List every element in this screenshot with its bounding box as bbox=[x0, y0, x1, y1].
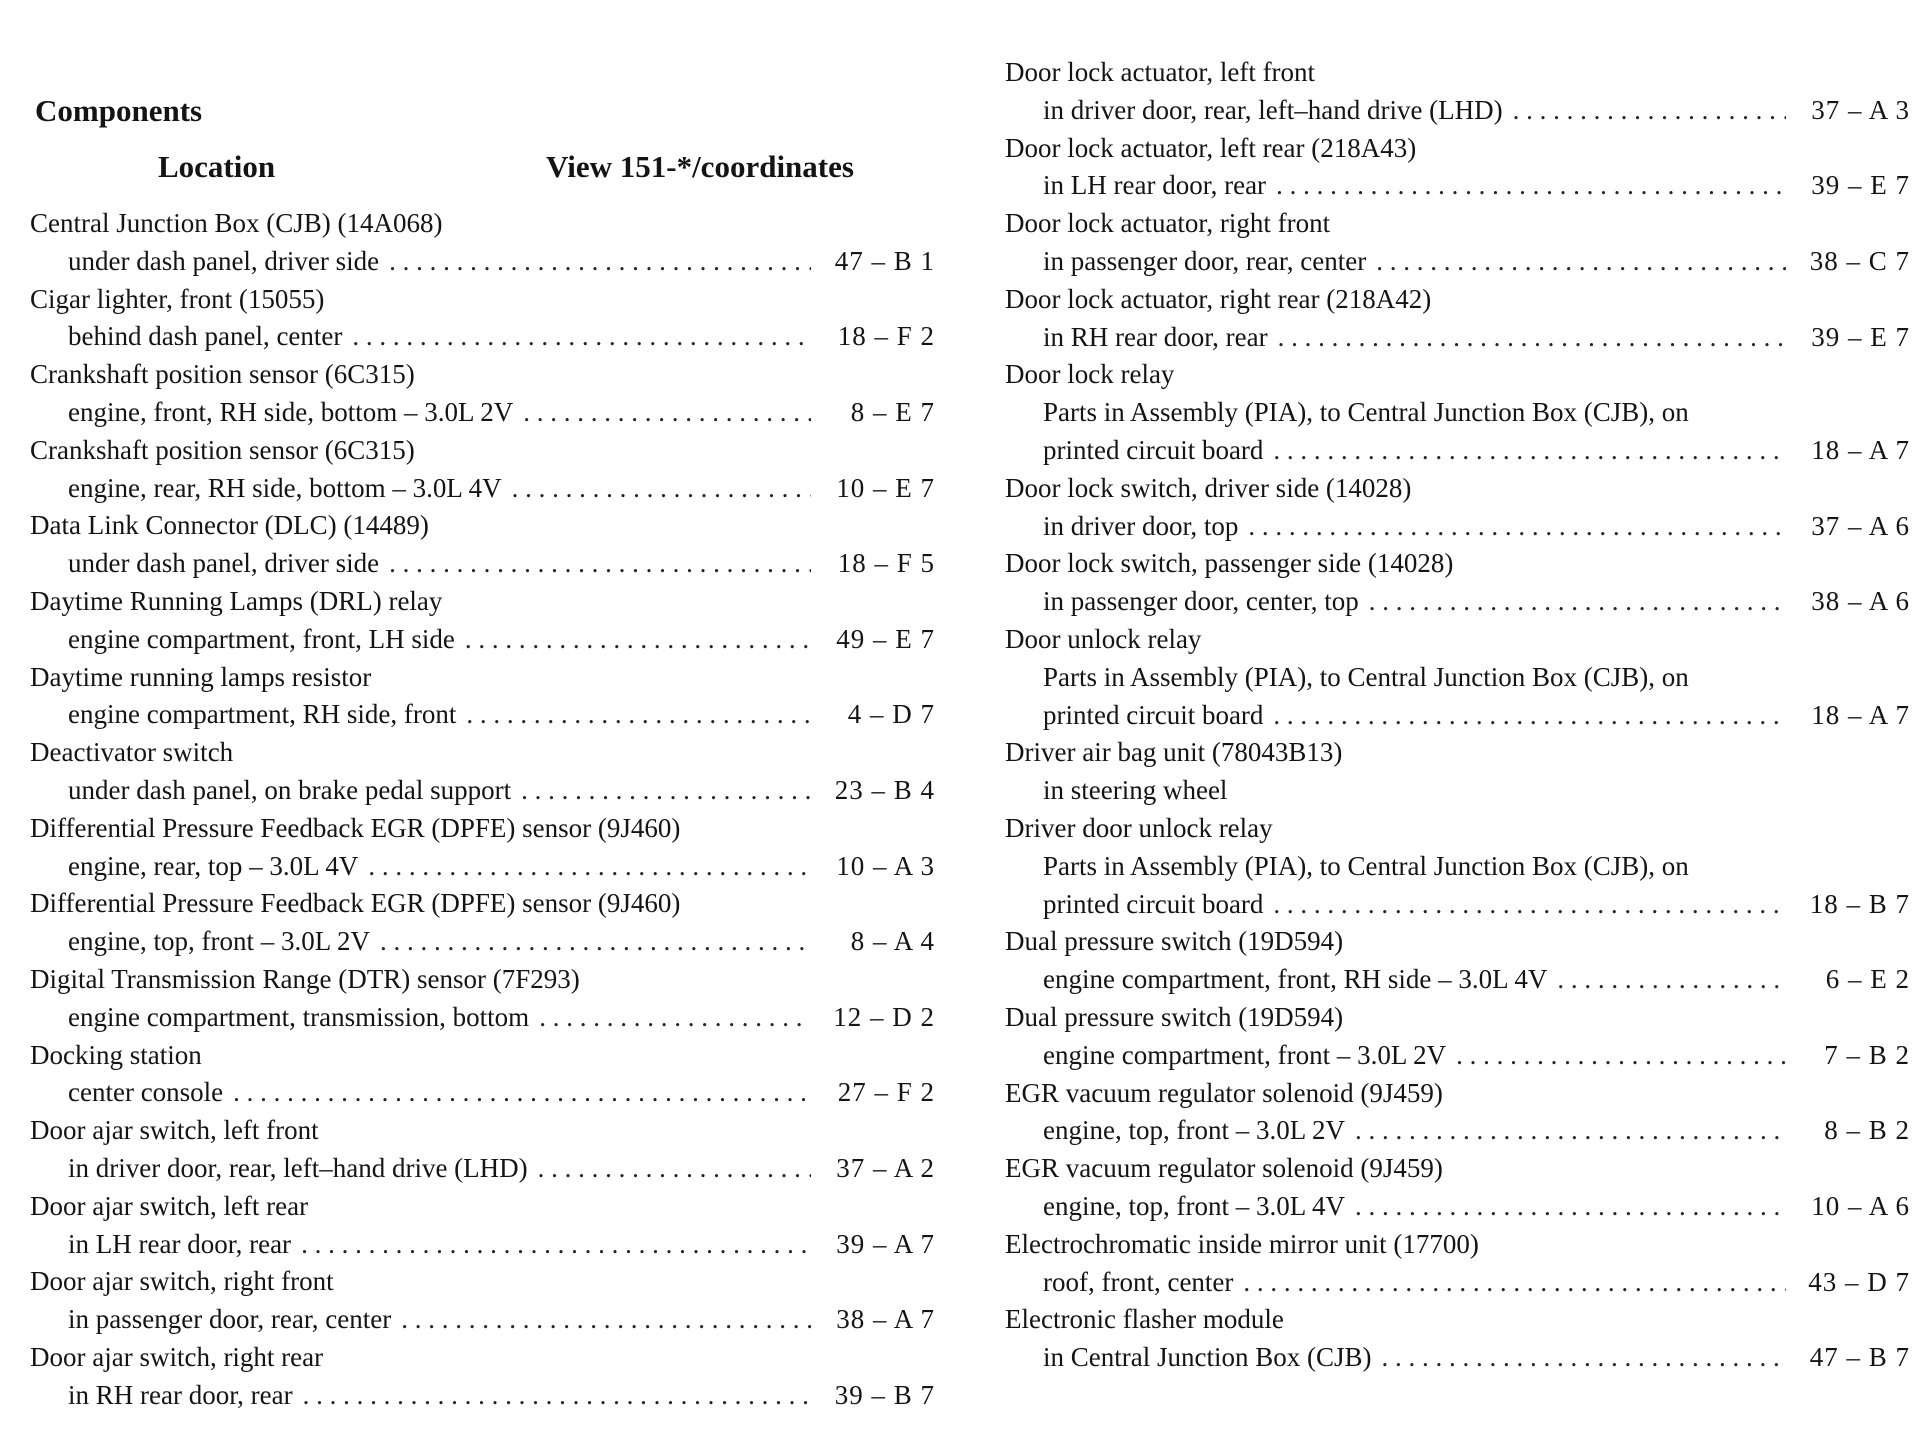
location-text: in passenger door, rear, center bbox=[1043, 245, 1367, 276]
location-text: in RH rear door, rear bbox=[1043, 321, 1268, 352]
location-row bbox=[30, 772, 935, 810]
location-row bbox=[1005, 1264, 1910, 1302]
component-entry bbox=[1005, 54, 1910, 130]
location-text: in LH rear door, rear bbox=[68, 1228, 292, 1259]
location-text: engine compartment, front – 3.0L 2V bbox=[1043, 1039, 1447, 1070]
location-row bbox=[1005, 1037, 1910, 1075]
component-entry bbox=[1005, 923, 1910, 999]
component-entry bbox=[1005, 205, 1910, 281]
location-text: engine compartment, front, RH side – 3.0L 4V bbox=[1043, 964, 1548, 995]
view-coordinate: 7 – B 2 bbox=[1824, 1039, 1910, 1070]
component-name: Door lock relay bbox=[1005, 359, 1175, 390]
location-row bbox=[1005, 697, 1910, 735]
component-name: Digital Transmission Range (DTR) sensor (7F293) bbox=[30, 963, 580, 994]
location-row bbox=[1005, 961, 1910, 999]
component-entry bbox=[30, 810, 935, 886]
dot-leader bbox=[1456, 1037, 1786, 1075]
component-name: Differential Pressure Feedback EGR (DPFE) sensor (9J460) bbox=[30, 812, 681, 843]
dot-leader bbox=[465, 621, 811, 659]
component-name: Driver air bag unit (78043B13) bbox=[1005, 737, 1343, 768]
component-name: Crankshaft position sensor (6C315) bbox=[30, 359, 415, 390]
location-text: roof, front, center bbox=[1043, 1266, 1234, 1297]
location-row bbox=[30, 243, 935, 281]
dot-leader bbox=[352, 318, 811, 356]
component-name: EGR vacuum regulator solenoid (9J459) bbox=[1005, 1153, 1443, 1184]
component-name: EGR vacuum regulator solenoid (9J459) bbox=[1005, 1077, 1443, 1108]
dot-leader bbox=[401, 1301, 811, 1339]
view-coordinate: 8 – B 2 bbox=[1824, 1115, 1910, 1146]
component-name: Daytime running lamps resistor bbox=[30, 661, 372, 692]
location-detail: Parts in Assembly (PIA), to Central Junction Box (CJB), on bbox=[1043, 850, 1689, 881]
view-coordinate: 37 – A 2 bbox=[836, 1152, 935, 1183]
view-coordinate: 8 – E 7 bbox=[850, 396, 935, 427]
location-text: in passenger door, center, top bbox=[1043, 586, 1359, 617]
location-text: center console bbox=[68, 1077, 224, 1108]
dot-leader bbox=[303, 1377, 811, 1415]
location-row bbox=[30, 318, 935, 356]
location-row bbox=[30, 999, 935, 1037]
dot-leader bbox=[1243, 1264, 1786, 1302]
component-name: Door ajar switch, left front bbox=[30, 1115, 319, 1146]
view-coordinate: 4 – D 7 bbox=[847, 699, 935, 730]
component-name: Daytime Running Lamps (DRL) relay bbox=[30, 585, 443, 616]
component-entry bbox=[30, 659, 935, 735]
component-entry bbox=[30, 356, 935, 432]
component-entry bbox=[30, 205, 935, 281]
location-text: in Central Junction Box (CJB) bbox=[1043, 1342, 1372, 1373]
location-row bbox=[30, 1301, 935, 1339]
view-coordinate: 10 – E 7 bbox=[836, 472, 935, 503]
dot-leader bbox=[1376, 243, 1786, 281]
component-name: Deactivator switch bbox=[30, 737, 234, 768]
location-row bbox=[1005, 243, 1910, 281]
view-coordinate: 47 – B 1 bbox=[834, 245, 935, 276]
location-text: engine, rear, top – 3.0L 4V bbox=[68, 850, 359, 881]
view-coordinate: 6 – E 2 bbox=[1825, 964, 1910, 995]
location-row bbox=[30, 1377, 935, 1415]
component-name: Door lock switch, driver side (14028) bbox=[1005, 472, 1412, 503]
component-entry bbox=[1005, 1301, 1910, 1377]
dot-leader bbox=[523, 394, 811, 432]
section-title: Components bbox=[35, 93, 203, 128]
component-name: Dual pressure switch (19D594) bbox=[1005, 1001, 1344, 1032]
dot-leader bbox=[389, 243, 811, 281]
location-text: under dash panel, on brake pedal support bbox=[68, 774, 512, 805]
location-detail: Parts in Assembly (PIA), to Central Junction Box (CJB), on bbox=[1043, 397, 1689, 428]
component-entry bbox=[30, 432, 935, 508]
component-entry bbox=[30, 734, 935, 810]
dot-leader bbox=[539, 999, 811, 1037]
location-row bbox=[30, 1150, 935, 1188]
component-name: Door lock actuator, left rear (218A43) bbox=[1005, 132, 1417, 163]
component-name: Electrochromatic inside mirror unit (17700) bbox=[1005, 1228, 1479, 1259]
component-entry bbox=[1005, 281, 1910, 357]
view-coordinate: 39 – B 7 bbox=[834, 1379, 935, 1410]
component-entry bbox=[1005, 999, 1910, 1075]
dot-leader bbox=[368, 848, 811, 886]
dot-leader bbox=[466, 696, 811, 734]
location-row bbox=[1005, 1112, 1910, 1150]
dot-leader bbox=[1273, 697, 1786, 735]
location-row bbox=[30, 394, 935, 432]
component-name: Docking station bbox=[30, 1039, 202, 1070]
dot-leader bbox=[512, 470, 811, 508]
view-coordinate: 37 – A 3 bbox=[1811, 94, 1910, 125]
location-row bbox=[1005, 167, 1910, 205]
component-entry bbox=[30, 281, 935, 357]
location-text: in driver door, top bbox=[1043, 510, 1239, 541]
component-name: Crankshaft position sensor (6C315) bbox=[30, 434, 415, 465]
component-name: Door ajar switch, right front bbox=[30, 1266, 334, 1297]
location-text: engine, top, front – 3.0L 2V bbox=[1043, 1115, 1345, 1146]
dot-leader bbox=[1355, 1112, 1786, 1150]
view-coordinate: 37 – A 6 bbox=[1811, 510, 1910, 541]
component-name: Door lock switch, passenger side (14028) bbox=[1005, 548, 1454, 579]
view-coordinate: 38 – A 6 bbox=[1811, 586, 1910, 617]
component-entry bbox=[1005, 1150, 1910, 1226]
location-text: printed circuit board bbox=[1043, 699, 1264, 730]
location-text: in steering wheel bbox=[1043, 775, 1228, 806]
component-entry bbox=[1005, 130, 1910, 206]
view-coordinate: 38 – A 7 bbox=[836, 1304, 935, 1335]
dot-leader bbox=[301, 1226, 811, 1264]
view-coordinate: 39 – E 7 bbox=[1811, 170, 1910, 201]
dot-leader bbox=[1248, 508, 1786, 546]
location-text: behind dash panel, center bbox=[68, 321, 343, 352]
dot-leader bbox=[1355, 1188, 1786, 1226]
view-coordinate: 43 – D 7 bbox=[1808, 1266, 1910, 1297]
component-entry bbox=[30, 1339, 935, 1415]
view-coordinate: 8 – A 4 bbox=[850, 926, 935, 957]
component-entry bbox=[30, 1263, 935, 1339]
component-name: Door ajar switch, left rear bbox=[30, 1190, 309, 1221]
location-row bbox=[1005, 319, 1910, 357]
dot-leader bbox=[1273, 432, 1786, 470]
location-text: engine, rear, RH side, bottom – 3.0L 4V bbox=[68, 472, 502, 503]
view-coordinate: 18 – F 5 bbox=[837, 548, 935, 579]
location-text: engine compartment, RH side, front bbox=[68, 699, 457, 730]
view-coordinate: 18 – B 7 bbox=[1809, 888, 1910, 919]
dot-leader bbox=[538, 1150, 811, 1188]
location-text: engine, top, front – 3.0L 2V bbox=[68, 926, 370, 957]
view-coordinate: 18 – A 7 bbox=[1811, 434, 1910, 465]
view-coordinate: 27 – F 2 bbox=[837, 1077, 935, 1108]
component-entry bbox=[30, 1188, 935, 1264]
location-text: in driver door, rear, left–hand drive (LHD) bbox=[1043, 94, 1503, 125]
location-text: printed circuit board bbox=[1043, 434, 1264, 465]
location-text: printed circuit board bbox=[1043, 888, 1264, 919]
component-name: Door lock actuator, left front bbox=[1005, 57, 1316, 87]
location-text: in passenger door, rear, center bbox=[68, 1304, 392, 1335]
component-entry bbox=[1005, 810, 1910, 923]
location-row bbox=[1005, 508, 1910, 546]
location-text: in driver door, rear, left–hand drive (LHD) bbox=[68, 1152, 528, 1183]
view-coordinate: 39 – E 7 bbox=[1811, 321, 1910, 352]
dot-leader bbox=[521, 772, 811, 810]
view-coordinate: 10 – A 3 bbox=[836, 850, 935, 881]
view-coordinate: 18 – F 2 bbox=[837, 321, 935, 352]
location-detail: Parts in Assembly (PIA), to Central Junction Box (CJB), on bbox=[1043, 661, 1689, 692]
component-name: Electronic flasher module bbox=[1005, 1304, 1284, 1335]
location-row bbox=[30, 696, 935, 734]
component-entry bbox=[30, 961, 935, 1037]
location-text: engine compartment, transmission, bottom bbox=[68, 1001, 530, 1032]
location-row bbox=[1005, 92, 1910, 130]
location-text: in RH rear door, rear bbox=[68, 1379, 293, 1410]
location-text: in LH rear door, rear bbox=[1043, 170, 1267, 201]
dot-leader bbox=[1276, 167, 1786, 205]
dot-leader bbox=[1557, 961, 1786, 999]
dot-leader bbox=[1278, 319, 1786, 357]
location-row bbox=[30, 848, 935, 886]
component-name: Door unlock relay bbox=[1005, 623, 1202, 654]
component-name: Dual pressure switch (19D594) bbox=[1005, 926, 1344, 957]
location-text: engine, top, front – 3.0L 4V bbox=[1043, 1190, 1345, 1221]
view-coordinate: 12 – D 2 bbox=[833, 1001, 935, 1032]
dot-leader bbox=[1273, 886, 1786, 924]
component-entry bbox=[1005, 1075, 1910, 1151]
component-entry bbox=[1005, 621, 1910, 734]
dot-leader bbox=[380, 923, 811, 961]
location-row bbox=[1005, 886, 1910, 924]
location-row bbox=[30, 470, 935, 508]
component-entry bbox=[30, 885, 935, 961]
component-entry bbox=[30, 1112, 935, 1188]
dot-leader bbox=[1513, 92, 1786, 130]
location-row bbox=[30, 923, 935, 961]
component-entry bbox=[30, 507, 935, 583]
component-name: Differential Pressure Feedback EGR (DPFE) sensor (9J460) bbox=[30, 888, 681, 919]
view-coordinate: 18 – A 7 bbox=[1811, 699, 1910, 730]
component-name: Central Junction Box (CJB) (14A068) bbox=[30, 208, 443, 238]
dot-leader bbox=[389, 545, 811, 583]
view-coordinate: 49 – E 7 bbox=[836, 623, 935, 654]
dot-leader bbox=[1381, 1339, 1786, 1377]
view-coordinate: 10 – A 6 bbox=[1811, 1190, 1910, 1221]
location-row bbox=[1005, 1188, 1910, 1226]
dot-leader bbox=[1369, 583, 1786, 621]
component-name: Driver door unlock relay bbox=[1005, 812, 1273, 843]
location-row bbox=[1005, 583, 1910, 621]
component-name: Door lock actuator, right front bbox=[1005, 208, 1331, 239]
component-name: Cigar lighter, front (15055) bbox=[30, 283, 325, 314]
right-entry-list bbox=[1005, 54, 1910, 1377]
location-row bbox=[1005, 432, 1910, 470]
location-row bbox=[1005, 1339, 1910, 1377]
left-entry-list bbox=[30, 205, 935, 1415]
view-coordinate: 39 – A 7 bbox=[836, 1228, 935, 1259]
component-name: Data Link Connector (DLC) (14489) bbox=[30, 510, 429, 541]
component-entry bbox=[30, 1037, 935, 1113]
column-header-location: Location bbox=[158, 149, 276, 184]
component-entry bbox=[1005, 545, 1910, 621]
view-coordinate: 23 – B 4 bbox=[834, 774, 935, 805]
location-row bbox=[30, 621, 935, 659]
location-text: engine compartment, front, LH side bbox=[68, 623, 455, 654]
dot-leader bbox=[233, 1074, 811, 1112]
location-text: under dash panel, driver side bbox=[68, 245, 380, 276]
location-row bbox=[30, 1226, 935, 1264]
location-row bbox=[30, 545, 935, 583]
component-entry bbox=[1005, 356, 1910, 469]
location-text: engine, front, RH side, bottom – 3.0L 2V bbox=[68, 396, 514, 427]
component-entry bbox=[1005, 734, 1910, 810]
view-coordinate: 38 – C 7 bbox=[1809, 245, 1910, 276]
location-text: under dash panel, driver side bbox=[68, 548, 380, 579]
component-name: Door ajar switch, right rear bbox=[30, 1341, 324, 1372]
location-row bbox=[30, 1074, 935, 1112]
view-coordinate: 47 – B 7 bbox=[1809, 1342, 1910, 1373]
component-entry bbox=[30, 583, 935, 659]
component-entry bbox=[1005, 1226, 1910, 1302]
component-name: Door lock actuator, right rear (218A42) bbox=[1005, 283, 1432, 314]
column-header-view: View 151-*/coordinates bbox=[546, 149, 854, 184]
component-entry bbox=[1005, 470, 1910, 546]
